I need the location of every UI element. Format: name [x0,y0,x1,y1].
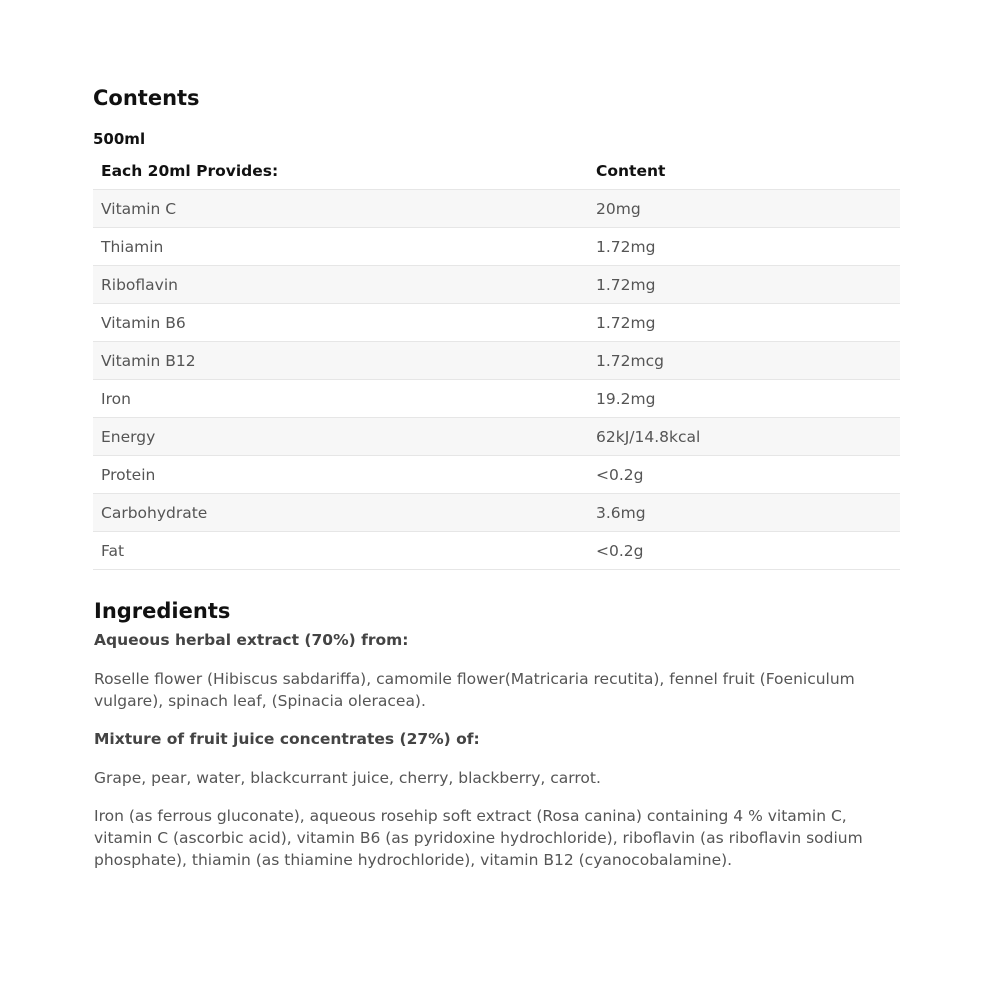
nutrition-table [93,153,900,570]
nutrient-value: 1.72mg [588,228,900,266]
juice-concentrates-heading: Mixture of fruit juice concentrates (27%) of: [94,730,480,748]
table-row [93,532,900,570]
nutrient-value: 1.72mg [588,266,900,304]
table-row [93,304,900,342]
table-row [93,342,900,380]
nutrient-name: Iron [93,380,588,418]
table-row [93,228,900,266]
table-row [93,456,900,494]
table-row [93,266,900,304]
nutrient-name: Riboflavin [93,266,588,304]
nutrient-value: 1.72mg [588,304,900,342]
nutrient-value: 1.72mcg [588,342,900,380]
table-row [93,190,900,228]
table-header-row [93,153,900,190]
nutrient-value: 20mg [588,190,900,228]
volume-label: 500ml [93,130,146,148]
nutrient-value: <0.2g [588,532,900,570]
nutrient-value: 3.6mg [588,494,900,532]
table-row [93,418,900,456]
juice-concentrates-text: Grape, pear, water, blackcurrant juice, cherry, blackberry, carrot. [94,769,601,787]
nutrient-name: Vitamin B12 [93,342,588,380]
ingredients-heading: Ingredients [94,599,231,623]
nutrient-name: Vitamin B6 [93,304,588,342]
nutrient-value: 62kJ/14.8kcal [588,418,900,456]
contents-heading: Contents [93,86,200,110]
nutrient-name: Energy [93,418,588,456]
nutrient-name: Vitamin C [93,190,588,228]
herbal-extract-text: Roselle flower (Hibiscus sabdariffa), camomile flower(Matricaria recutita), fennel fruit (Foeniculum vulgare), spinach leaf, (Spinacia oleracea). [94,670,855,710]
nutrient-name: Fat [93,532,588,570]
other-ingredients-text: Iron (as ferrous gluconate), aqueous rosehip soft extract (Rosa canina) containing 4 % vitamin C, vitamin C (ascorbic acid), vitamin B6 (as pyridoxine hydrochloride), riboflavin (as riboflavin sodium phosphate), thiamin (as thiamine hydrochloride), vitamin B12 (cyanocobalamine). [94,807,863,869]
table-row [93,494,900,532]
nutrient-value: <0.2g [588,456,900,494]
header-nutrient: Each 20ml Provides: [93,153,588,190]
nutrient-name: Protein [93,456,588,494]
ingredients-section [94,599,904,887]
nutrient-value: 19.2mg [588,380,900,418]
nutrient-name: Carbohydrate [93,494,588,532]
nutrient-name: Thiamin [93,228,588,266]
header-content: Content [588,153,900,190]
table-row [93,380,900,418]
herbal-extract-heading: Aqueous herbal extract (70%) from: [94,631,409,649]
